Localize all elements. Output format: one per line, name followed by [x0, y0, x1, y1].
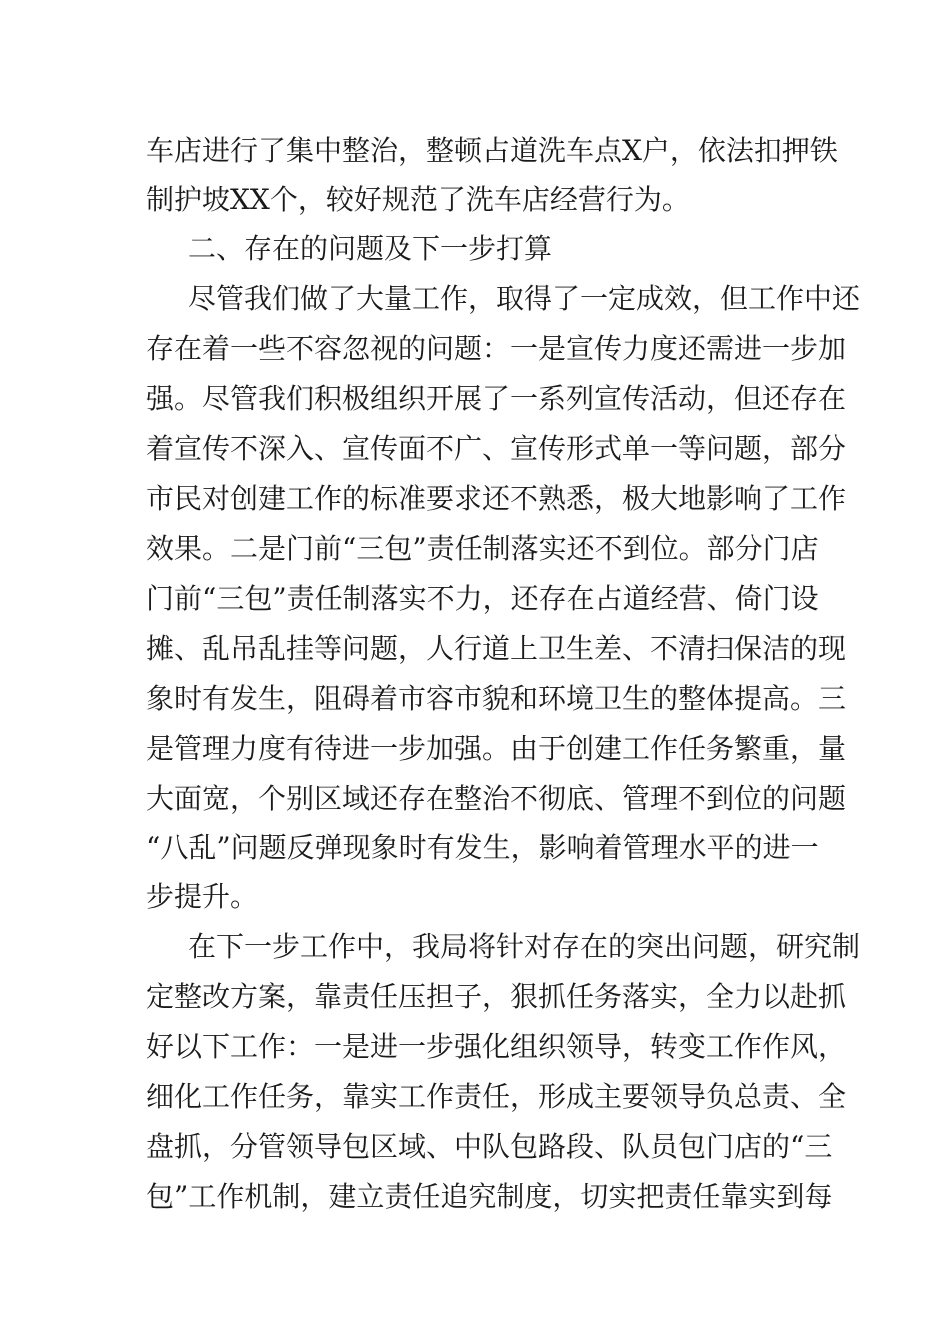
text-line: 车店进行了集中整治，整顿占道洗车点X户，依法扣押铁 [146, 134, 838, 167]
text-line: 摊、乱吊乱挂等问题，人行道上卫生差、不清扫保洁的现 [146, 632, 847, 665]
text-line: 效果。二是门前“三包”责任制落实还不到位。部分门店 [146, 532, 819, 565]
text-line: 强。尽管我们积极组织开展了一系列宣传活动，但还存在 [146, 382, 847, 415]
text-line: 尽管我们做了大量工作，取得了一定成效，但工作中还 [188, 282, 861, 315]
text-line: 存在着一些不容忽视的问题：一是宣传力度还需进一步加 [146, 332, 847, 365]
text-line: “八乱”问题反弹现象时有发生，影响着管理水平的进一 [146, 831, 819, 864]
text-line: 是管理力度有待进一步加强。由于创建工作任务繁重，量 [146, 732, 847, 765]
text-line: 定整改方案，靠责任压担子，狠抓任务落实，全力以赴抓 [146, 980, 847, 1013]
text-line: 大面宽，个别区域还存在整治不彻底、管理不到位的问题 [146, 782, 847, 815]
text-line: 好以下工作：一是进一步强化组织领导，转变工作作风， [146, 1030, 847, 1063]
text-line: 细化工作任务，靠实工作责任，形成主要领导负总责、全 [146, 1080, 847, 1113]
text-line: 步提升。 [146, 880, 259, 913]
text-line: 市民对创建工作的标准要求还不熟悉，极大地影响了工作 [146, 482, 847, 515]
text-line: 包”工作机制，建立责任追究制度，切实把责任靠实到每 [146, 1180, 833, 1213]
text-line: 盘抓，分管领导包区域、中队包路段、队员包门店的“三 [146, 1130, 833, 1163]
text-line: 着宣传不深入、宣传面不广、宣传形式单一等问题，部分 [146, 432, 847, 465]
text-line: 制护坡XX个，较好规范了洗车店经营行为。 [146, 183, 690, 216]
text-line: 门前“三包”责任制落实不力，还存在占道经营、倚门设 [146, 582, 819, 615]
section-heading: 二、存在的问题及下一步打算 [188, 232, 553, 265]
text-line: 在下一步工作中，我局将针对存在的突出问题，研究制 [188, 930, 861, 963]
text-line: 象时有发生，阻碍着市容市貌和环境卫生的整体提高。三 [146, 682, 847, 715]
